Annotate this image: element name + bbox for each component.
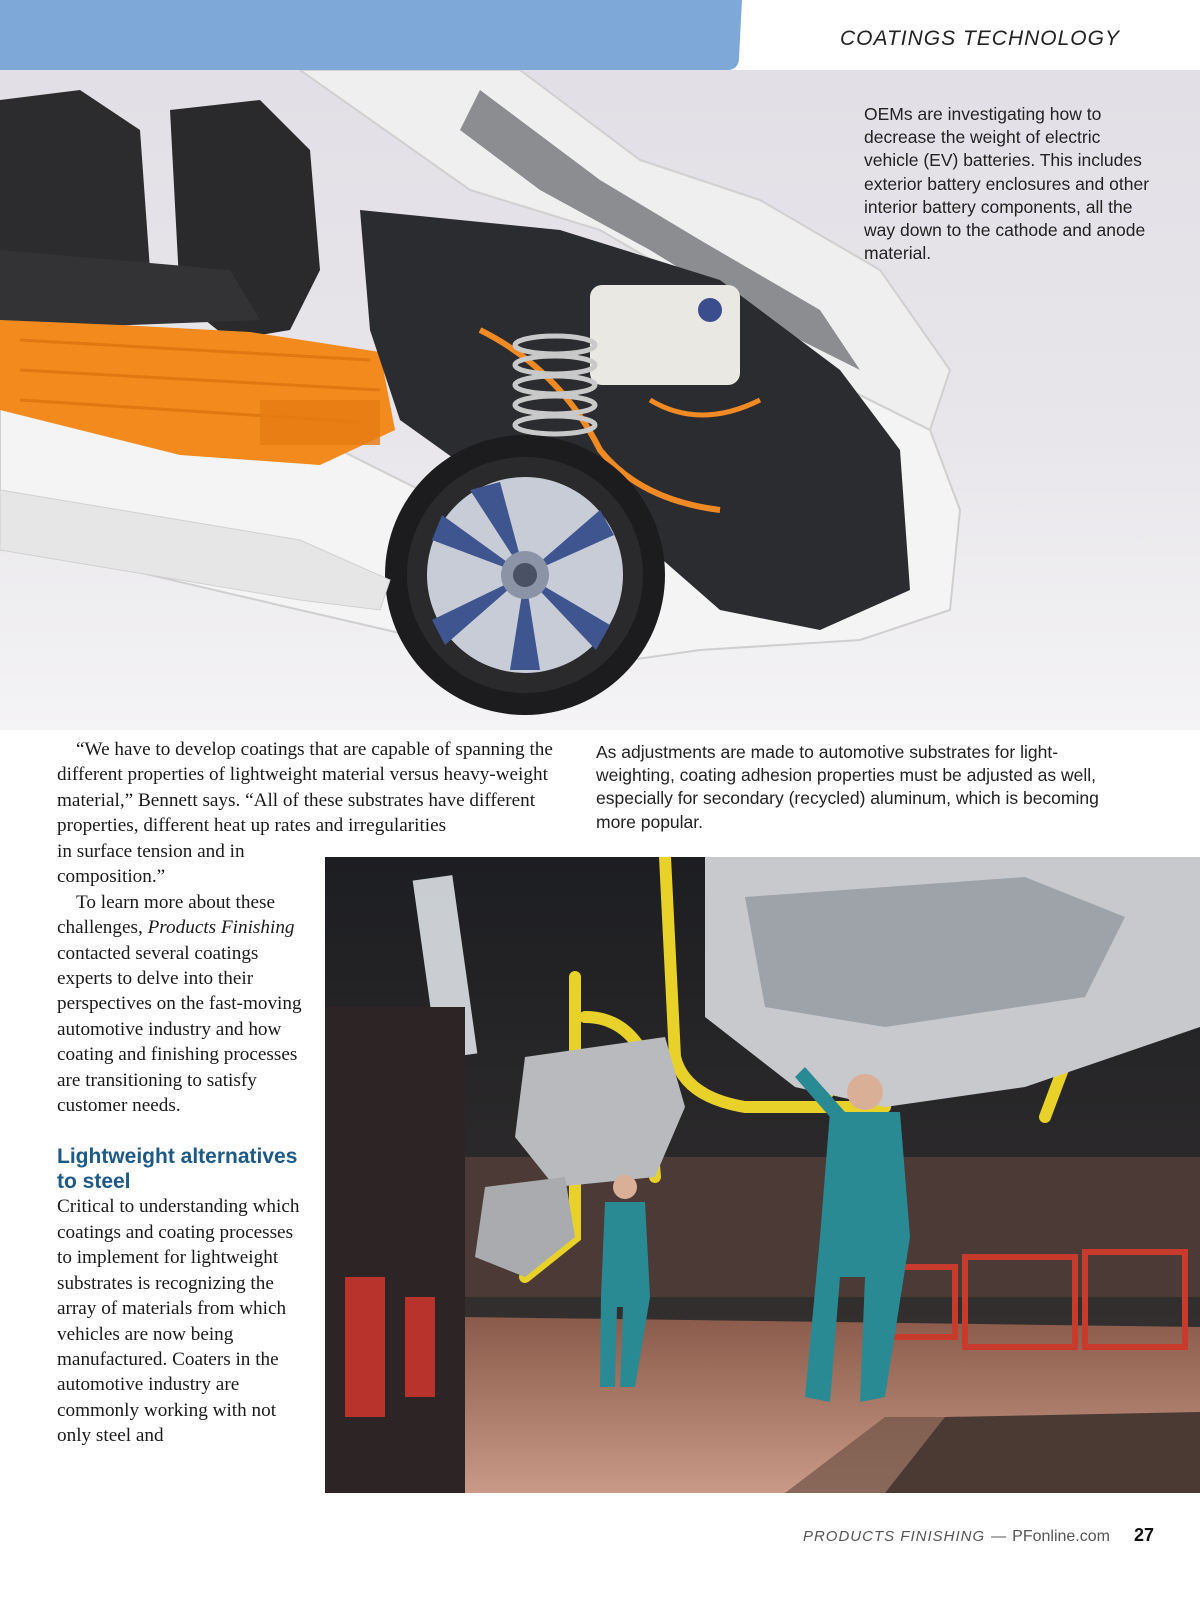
front-wheel bbox=[385, 435, 665, 715]
quote-text-start: “We have to develop coatings that are capable of spanning the different properties of lightweight material versus heavy-weight material,” Bennett says. “All of these substrates have different properties, different heat up rates and irregularities bbox=[57, 739, 553, 837]
learn-more-text-a: To learn more about these challenges, bbox=[57, 891, 275, 939]
quote-text-end: in surface tension and in composition.” bbox=[57, 841, 245, 888]
publication-name: Products Finishing bbox=[147, 917, 295, 939]
section-subheading: Lightweight alternatives to steel bbox=[57, 1145, 298, 1194]
article-right-paragraph: As adjustments are made to automotive substrates for light-weighting, coating adhesion properties must be adjusted as well, especially for secondary (recycled) aluminum, which is becoming more popular. bbox=[596, 742, 1099, 832]
website-link[interactable]: PFonline.com bbox=[1012, 1528, 1110, 1545]
article-left-column bbox=[57, 839, 302, 1449]
section-title: COATINGS TECHNOLOGY bbox=[840, 27, 1120, 50]
article-quote-paragraph bbox=[57, 737, 562, 839]
header-accent-tab bbox=[0, 0, 742, 70]
learn-more-paragraph bbox=[57, 890, 302, 1119]
learn-more-text-b: contacted several coatings experts to delve into their perspectives on the fast-moving automotive industry and how coating and finishing processes are transitioning to satisfy customer needs. bbox=[57, 942, 302, 1117]
magazine-name: PRODUCTS FINISHING bbox=[802, 1528, 986, 1545]
assembly-line-illustration bbox=[325, 857, 1200, 1493]
page-number: 27 bbox=[1133, 1525, 1154, 1545]
assembly-line-photo bbox=[325, 857, 1200, 1493]
page-footer bbox=[803, 1525, 1154, 1546]
motor-housing bbox=[590, 285, 740, 385]
photo-caption: OEMs are investigating how to decrease the weight of electric vehicle (EV) batteries. This includes exterior battery enclosures and other interior battery components, all the way down to the cathode and anode material. bbox=[864, 104, 1150, 264]
section-paragraph: Critical to understanding which coatings and coating processes to implement for lightweight substrates is recognizing the array of materials from which vehicles are now being manufactured. Coaters in the automotive industry are commonly working with not only steel and bbox=[57, 1196, 300, 1447]
footer-separator: — bbox=[991, 1528, 1007, 1545]
